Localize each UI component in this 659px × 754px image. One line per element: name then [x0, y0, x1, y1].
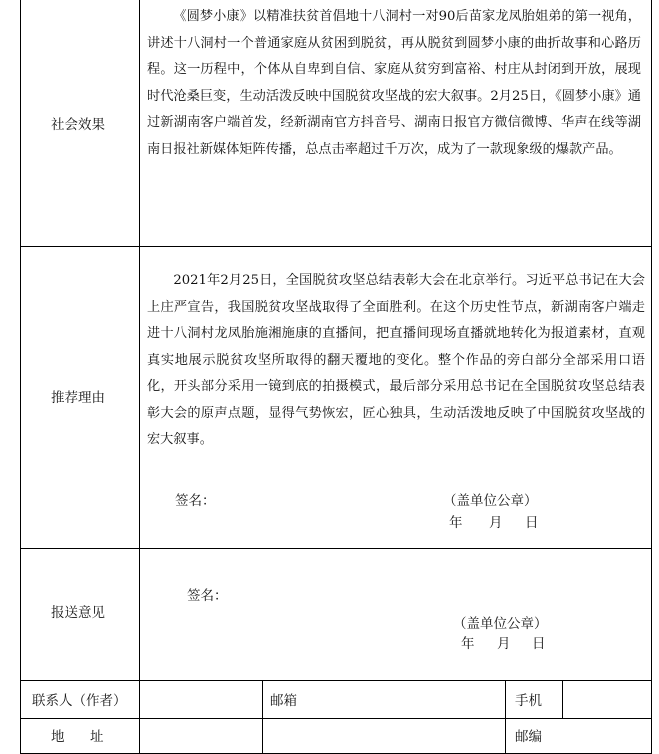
submission-opinion-label: 报送意见 [51, 605, 105, 621]
submission-seal-label: （盖单位公章） [453, 616, 548, 632]
submission-month: 月 [497, 636, 511, 652]
contact-value[interactable] [146, 689, 256, 707]
recommendation-year: 年 [449, 515, 463, 531]
email-value[interactable] [305, 689, 495, 707]
recommendation-month: 月 [489, 515, 503, 531]
grid-line [562, 680, 563, 718]
address-value[interactable] [146, 725, 496, 743]
phone-label: 手机 [515, 693, 542, 709]
postcode-value[interactable] [570, 725, 645, 743]
recommendation-day: 日 [525, 515, 539, 531]
submission-year: 年 [461, 636, 475, 652]
recommendation-signature-label: 签名： [175, 493, 216, 509]
social-effect-text: 《圆梦小康》以精准扶贫首倡地十八洞村一对90后苗家龙凤胎姐弟的第一视角，讲述十八洞村一个普通家庭从贫困到脱贫，再从脱贫到圆梦小康的曲折故事和心路历程。这一历程中，个体从自卑到自信、家庭从贫穷到富裕、村庄从封闭到开放，展现时代沧桑巨变，生动活泼反映中国脱贫攻坚战的宏大叙事。2月25日，《圆梦小康》通过新湖南客户端首发，经新湖南官方抖音号、湖南日报官方微信微博、华声在线等湖南日报社新媒体矩阵传播，总点击率超过千万次，成为了一款现象级的爆款产品。 [147, 9, 641, 157]
grid-line [651, 0, 652, 754]
recommendation-seal-label: （盖单位公章） [443, 493, 538, 509]
submission-day: 日 [532, 636, 546, 652]
grid-line [20, 246, 652, 247]
grid-line [20, 718, 652, 719]
email-label: 邮箱 [270, 693, 297, 709]
grid-line [139, 0, 140, 754]
recommendation-text: 2021年2月25日，全国脱贫攻坚总结表彰大会在北京举行。习近平总书记在大会上庄严宣告，我国脱贫攻坚战取得了全面胜利。在这个历史性节点，新湖南客户端走进十八洞村龙凤胎施湘施康的直播间，把直播间现场直播就地转化为报道素材，直观真实地展示脱贫攻坚所取得的翻天覆地的变化。整个作品的旁白部分全部采用口语化，开头部分采用一镜到底的拍摄模式，最后部分采用总书记在全国脱贫攻坚总结表彰大会的原声点题，显得气势恢宏，匠心独具，生动活泼地反映了中国脱贫攻坚战的宏大叙事。 [147, 273, 645, 447]
grid-line [20, 680, 652, 681]
recommendation-label: 推荐理由 [51, 390, 105, 406]
postcode-label: 邮编 [515, 729, 542, 745]
phone-value[interactable] [570, 689, 645, 707]
grid-line [505, 680, 506, 754]
submission-signature-label: 签名： [187, 588, 228, 604]
social-effect-label: 社会效果 [51, 117, 105, 133]
address-label: 地 址 [51, 729, 110, 745]
contact-label: 联系人（作者） [32, 693, 127, 709]
grid-line [20, 548, 652, 549]
grid-line [20, 0, 21, 754]
